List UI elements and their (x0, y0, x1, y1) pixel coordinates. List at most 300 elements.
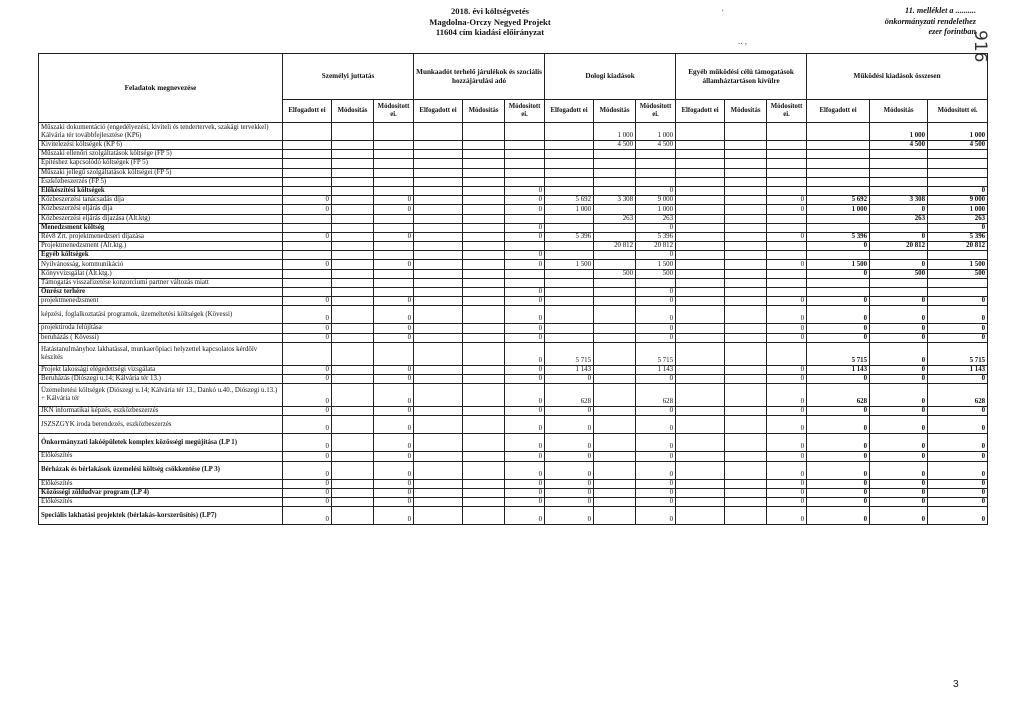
value-cell: 0 (283, 205, 332, 214)
value-cell: 263 (870, 214, 928, 223)
value-cell (374, 288, 414, 297)
value-cell (676, 306, 725, 324)
column-group-other-support: Egyéb működési célú támogatások államháztartáson kívülre (676, 54, 807, 100)
sub-header-cell: Elfogadott ei (283, 100, 332, 123)
value-cell: 0 (636, 324, 676, 333)
value-cell (870, 278, 928, 287)
value-cell (725, 342, 767, 365)
value-cell (283, 269, 332, 278)
value-cell (725, 488, 767, 497)
value-cell (283, 342, 332, 365)
value-cell (545, 269, 594, 278)
value-cell (414, 242, 463, 251)
value-cell (725, 205, 767, 214)
value-cell (283, 177, 332, 186)
value-cell (463, 384, 505, 407)
value-cell (594, 507, 636, 525)
value-cell (332, 288, 374, 297)
table-row (39, 324, 988, 333)
value-cell (463, 196, 505, 205)
value-cell (332, 186, 374, 195)
value-cell (332, 365, 374, 374)
value-cell: 0 (767, 452, 807, 461)
value-cell (545, 223, 594, 232)
value-cell: 0 (545, 452, 594, 461)
value-cell (676, 297, 725, 306)
value-cell (545, 168, 594, 177)
sub-header-cell: Elfogadott ei (545, 100, 594, 123)
value-cell (594, 223, 636, 232)
budget-table-body (39, 123, 988, 525)
value-cell: 0 (870, 488, 928, 497)
value-cell: 0 (545, 434, 594, 452)
value-cell: 0 (767, 416, 807, 434)
value-cell: 0 (505, 223, 545, 232)
value-cell: 0 (870, 260, 928, 269)
value-cell (545, 159, 594, 168)
value-cell: 0 (767, 479, 807, 488)
table-row (39, 232, 988, 241)
value-cell (374, 123, 414, 141)
value-cell: 0 (283, 497, 332, 506)
value-cell: 0 (374, 452, 414, 461)
value-cell (463, 123, 505, 141)
value-cell (676, 242, 725, 251)
value-cell (676, 205, 725, 214)
value-cell (594, 333, 636, 342)
value-cell (414, 324, 463, 333)
value-cell: 4 500 (636, 141, 676, 150)
value-cell (767, 150, 807, 159)
value-cell (505, 214, 545, 223)
value-cell: 0 (505, 479, 545, 488)
value-cell (374, 223, 414, 232)
value-cell (545, 123, 594, 141)
value-cell: 0 (870, 365, 928, 374)
value-cell: 9 000 (928, 196, 988, 205)
value-cell (463, 260, 505, 269)
value-cell (767, 141, 807, 150)
value-cell: 20 812 (870, 242, 928, 251)
value-cell: 5 715 (545, 342, 594, 365)
sub-header-cell: Módosítás (332, 100, 374, 123)
value-cell: 0 (928, 497, 988, 506)
row-label: Bérházak és bérlakások üzemelési költség csökkentése (LP 3) (39, 461, 283, 479)
value-cell (636, 159, 676, 168)
table-row (39, 196, 988, 205)
value-cell (676, 196, 725, 205)
row-label: Projekt lakossági elégedettségi vizsgálata (39, 365, 283, 374)
value-cell: 0 (807, 452, 870, 461)
value-cell: 0 (636, 434, 676, 452)
value-cell (374, 269, 414, 278)
value-cell (767, 278, 807, 287)
value-cell: 0 (545, 407, 594, 416)
value-cell: 0 (870, 479, 928, 488)
value-cell: 0 (767, 488, 807, 497)
value-cell: 0 (636, 374, 676, 383)
value-cell (725, 223, 767, 232)
value-cell (374, 168, 414, 177)
value-cell (463, 251, 505, 260)
value-cell: 0 (870, 205, 928, 214)
value-cell (767, 123, 807, 141)
value-cell: 0 (545, 374, 594, 383)
value-cell (767, 159, 807, 168)
value-cell (676, 223, 725, 232)
value-cell (725, 452, 767, 461)
value-cell (676, 365, 725, 374)
row-label: Önkormányzati lakóépületek komplex közösségi megújítása (LP 1) (39, 434, 283, 452)
value-cell (332, 488, 374, 497)
value-cell (463, 232, 505, 241)
value-cell (545, 150, 594, 159)
value-cell: 0 (283, 260, 332, 269)
value-cell: 0 (928, 306, 988, 324)
value-cell: 263 (928, 214, 988, 223)
value-cell: 263 (594, 214, 636, 223)
sub-header-cell: Módosított ei. (374, 100, 414, 123)
value-cell: 0 (807, 416, 870, 434)
value-cell: 0 (505, 488, 545, 497)
value-cell: 0 (505, 186, 545, 195)
value-cell (807, 186, 870, 195)
value-cell (676, 333, 725, 342)
row-label: Előkészítési költségek (39, 186, 283, 195)
table-row (39, 288, 988, 297)
value-cell (545, 297, 594, 306)
value-cell: 0 (374, 497, 414, 506)
value-cell: 0 (505, 333, 545, 342)
value-cell (594, 186, 636, 195)
value-cell (545, 278, 594, 287)
row-label: Projektmenedzsment (Ált.ktg.) (39, 242, 283, 251)
value-cell (283, 223, 332, 232)
value-cell: 5 396 (807, 232, 870, 241)
value-cell: 0 (283, 479, 332, 488)
value-cell (414, 333, 463, 342)
value-cell (594, 205, 636, 214)
value-cell: 0 (928, 488, 988, 497)
value-cell: 0 (767, 297, 807, 306)
value-cell: 500 (594, 269, 636, 278)
row-label: Műszaki jellegű szolgáltatások költségei (FP 5) (39, 168, 283, 177)
column-header-tasks: Feladatok megnevezése (39, 54, 283, 123)
value-cell (283, 288, 332, 297)
value-cell (283, 150, 332, 159)
row-label: projektiroda felújítása (39, 324, 283, 333)
value-cell (807, 159, 870, 168)
value-cell: 0 (374, 324, 414, 333)
value-cell: 0 (636, 488, 676, 497)
value-cell (807, 214, 870, 223)
value-cell (414, 434, 463, 452)
table-row (39, 141, 988, 150)
table-row (39, 168, 988, 177)
value-cell: 0 (374, 260, 414, 269)
value-cell: 0 (767, 196, 807, 205)
value-cell (545, 306, 594, 324)
value-cell: 0 (505, 232, 545, 241)
value-cell: 0 (283, 297, 332, 306)
value-cell (676, 260, 725, 269)
table-row (39, 434, 988, 452)
value-cell: 5 715 (928, 342, 988, 365)
value-cell: 0 (767, 232, 807, 241)
value-cell (332, 196, 374, 205)
value-cell: 0 (636, 461, 676, 479)
value-cell (414, 260, 463, 269)
value-cell: 1 143 (545, 365, 594, 374)
value-cell (414, 488, 463, 497)
value-cell (332, 416, 374, 434)
value-cell: 0 (928, 452, 988, 461)
table-row (39, 365, 988, 374)
value-cell: 0 (283, 416, 332, 434)
value-cell: 0 (374, 205, 414, 214)
value-cell (414, 297, 463, 306)
value-cell: 0 (374, 434, 414, 452)
value-cell: 5 715 (807, 342, 870, 365)
value-cell (594, 434, 636, 452)
table-row (39, 452, 988, 461)
value-cell (594, 374, 636, 383)
value-cell (594, 251, 636, 260)
value-cell (545, 251, 594, 260)
value-cell (725, 461, 767, 479)
value-cell (676, 232, 725, 241)
value-cell (414, 141, 463, 150)
value-cell (807, 251, 870, 260)
value-cell (374, 251, 414, 260)
value-cell (332, 461, 374, 479)
value-cell: 0 (870, 333, 928, 342)
value-cell: 263 (636, 214, 676, 223)
value-cell (463, 141, 505, 150)
value-cell (676, 479, 725, 488)
value-cell (594, 324, 636, 333)
value-cell: 0 (505, 416, 545, 434)
value-cell: 0 (928, 186, 988, 195)
value-cell: 0 (374, 297, 414, 306)
column-group-material: Dologi kiadások (545, 54, 676, 100)
value-cell: 0 (283, 407, 332, 416)
value-cell: 0 (767, 507, 807, 525)
value-cell: 0 (505, 461, 545, 479)
value-cell (463, 186, 505, 195)
value-cell (725, 333, 767, 342)
row-label: Közbeszerzési eljárás díja (39, 205, 283, 214)
table-row (39, 342, 988, 365)
table-row (39, 242, 988, 251)
value-cell (332, 479, 374, 488)
value-cell: 0 (636, 452, 676, 461)
value-cell: 0 (807, 488, 870, 497)
value-cell: 0 (636, 479, 676, 488)
value-cell: 0 (928, 461, 988, 479)
value-cell: 0 (283, 324, 332, 333)
sub-header-cell: Módosítás (594, 100, 636, 123)
value-cell: 0 (807, 461, 870, 479)
value-cell (332, 159, 374, 168)
value-cell: 0 (545, 507, 594, 525)
value-cell: 628 (807, 384, 870, 407)
value-cell: 0 (505, 497, 545, 506)
value-cell (505, 123, 545, 141)
value-cell (374, 159, 414, 168)
sub-header-cell: Elfogadott ei (676, 100, 725, 123)
value-cell (594, 488, 636, 497)
value-cell: 628 (545, 384, 594, 407)
row-label: JSZSZGYK iroda berendezés, eszközbeszerzés (39, 416, 283, 434)
value-cell (928, 251, 988, 260)
value-cell: 0 (928, 434, 988, 452)
value-cell (283, 168, 332, 177)
value-cell (463, 434, 505, 452)
annex-number: 11. melléklet a .......... (905, 6, 976, 15)
value-cell (725, 479, 767, 488)
table-row (39, 251, 988, 260)
value-cell (767, 269, 807, 278)
value-cell (332, 407, 374, 416)
value-cell (463, 168, 505, 177)
row-label: Hatástanulmányhoz lakhatással, munkaerőpiaci helyzettel kapcsolatos kérdőív készítés (39, 342, 283, 365)
value-cell (283, 251, 332, 260)
value-cell: 0 (807, 306, 870, 324)
value-cell: 0 (505, 384, 545, 407)
value-cell (463, 214, 505, 223)
value-cell (463, 297, 505, 306)
value-cell (414, 186, 463, 195)
value-cell (807, 150, 870, 159)
value-cell: 5 692 (807, 196, 870, 205)
value-cell (676, 251, 725, 260)
value-cell: 500 (928, 269, 988, 278)
value-cell: 0 (374, 196, 414, 205)
row-label: Egyéb költségek (39, 251, 283, 260)
value-cell (870, 251, 928, 260)
value-cell (725, 186, 767, 195)
value-cell (725, 434, 767, 452)
handwritten-page-number: 916 (970, 30, 990, 63)
row-label: Rév8 Zrt. projektmenedzseri díjazása (39, 232, 283, 241)
value-cell: 0 (870, 461, 928, 479)
value-cell: 0 (870, 232, 928, 241)
value-cell: 0 (870, 497, 928, 506)
value-cell: 4 500 (594, 141, 636, 150)
value-cell: 0 (283, 384, 332, 407)
value-cell: 5 396 (636, 232, 676, 241)
value-cell (594, 407, 636, 416)
page-number: 3 (953, 679, 959, 690)
value-cell: 0 (928, 374, 988, 383)
value-cell (767, 186, 807, 195)
value-cell (676, 186, 725, 195)
value-cell (870, 288, 928, 297)
value-cell (414, 251, 463, 260)
table-row (39, 260, 988, 269)
value-cell (725, 416, 767, 434)
value-cell: 0 (374, 479, 414, 488)
value-cell: 0 (807, 507, 870, 525)
value-cell: 0 (767, 333, 807, 342)
value-cell: 0 (928, 416, 988, 434)
row-label: Előkészítés (39, 452, 283, 461)
value-cell (676, 342, 725, 365)
table-row (39, 479, 988, 488)
value-cell (676, 141, 725, 150)
value-cell (505, 141, 545, 150)
value-cell (676, 384, 725, 407)
column-group-total: Működési kiadások összesen (807, 54, 988, 100)
value-cell: 0 (807, 297, 870, 306)
value-cell (505, 269, 545, 278)
value-cell (414, 374, 463, 383)
value-cell (332, 223, 374, 232)
row-label: Műszaki ellenőri szolgáltatások költsége (FP 5) (39, 150, 283, 159)
row-label: Üzemeltetési költségek (Diószegi u.14; Kálvária tér 13., Dankó u.40., Diószegi u.13.) + Kálvária tér (39, 384, 283, 407)
value-cell (767, 177, 807, 186)
value-cell (332, 141, 374, 150)
value-cell: 0 (636, 186, 676, 195)
value-cell: 0 (636, 223, 676, 232)
value-cell (725, 150, 767, 159)
value-cell (414, 384, 463, 407)
column-group-personal: Személyi juttatás (283, 54, 414, 100)
value-cell (725, 507, 767, 525)
table-row (39, 407, 988, 416)
value-cell (725, 177, 767, 186)
value-cell: 0 (807, 434, 870, 452)
value-cell: 0 (505, 205, 545, 214)
value-cell (332, 177, 374, 186)
value-cell (414, 205, 463, 214)
value-cell (414, 123, 463, 141)
value-cell: 0 (636, 306, 676, 324)
value-cell (332, 205, 374, 214)
value-cell: 0 (505, 452, 545, 461)
value-cell (725, 159, 767, 168)
value-cell (505, 177, 545, 186)
value-cell: 0 (767, 260, 807, 269)
value-cell (725, 214, 767, 223)
value-cell: 0 (374, 461, 414, 479)
value-cell: 0 (283, 365, 332, 374)
value-cell (594, 232, 636, 241)
sub-header-cell: Elfogadott ei (414, 100, 463, 123)
value-cell (332, 214, 374, 223)
sub-header-cell: Módosított ei. (636, 100, 676, 123)
value-cell: 0 (636, 333, 676, 342)
value-cell: 1 143 (928, 365, 988, 374)
table-row (39, 223, 988, 232)
value-cell: 0 (928, 324, 988, 333)
value-cell: 0 (505, 374, 545, 383)
value-cell: 0 (374, 384, 414, 407)
value-cell (725, 365, 767, 374)
value-cell (594, 452, 636, 461)
value-cell: 0 (928, 333, 988, 342)
value-cell: 0 (505, 342, 545, 365)
value-cell: 3 308 (594, 196, 636, 205)
value-cell: 0 (283, 452, 332, 461)
value-cell (463, 416, 505, 434)
value-cell (807, 123, 870, 141)
value-cell (463, 306, 505, 324)
value-cell (725, 278, 767, 287)
value-cell (374, 186, 414, 195)
value-cell: 0 (283, 232, 332, 241)
